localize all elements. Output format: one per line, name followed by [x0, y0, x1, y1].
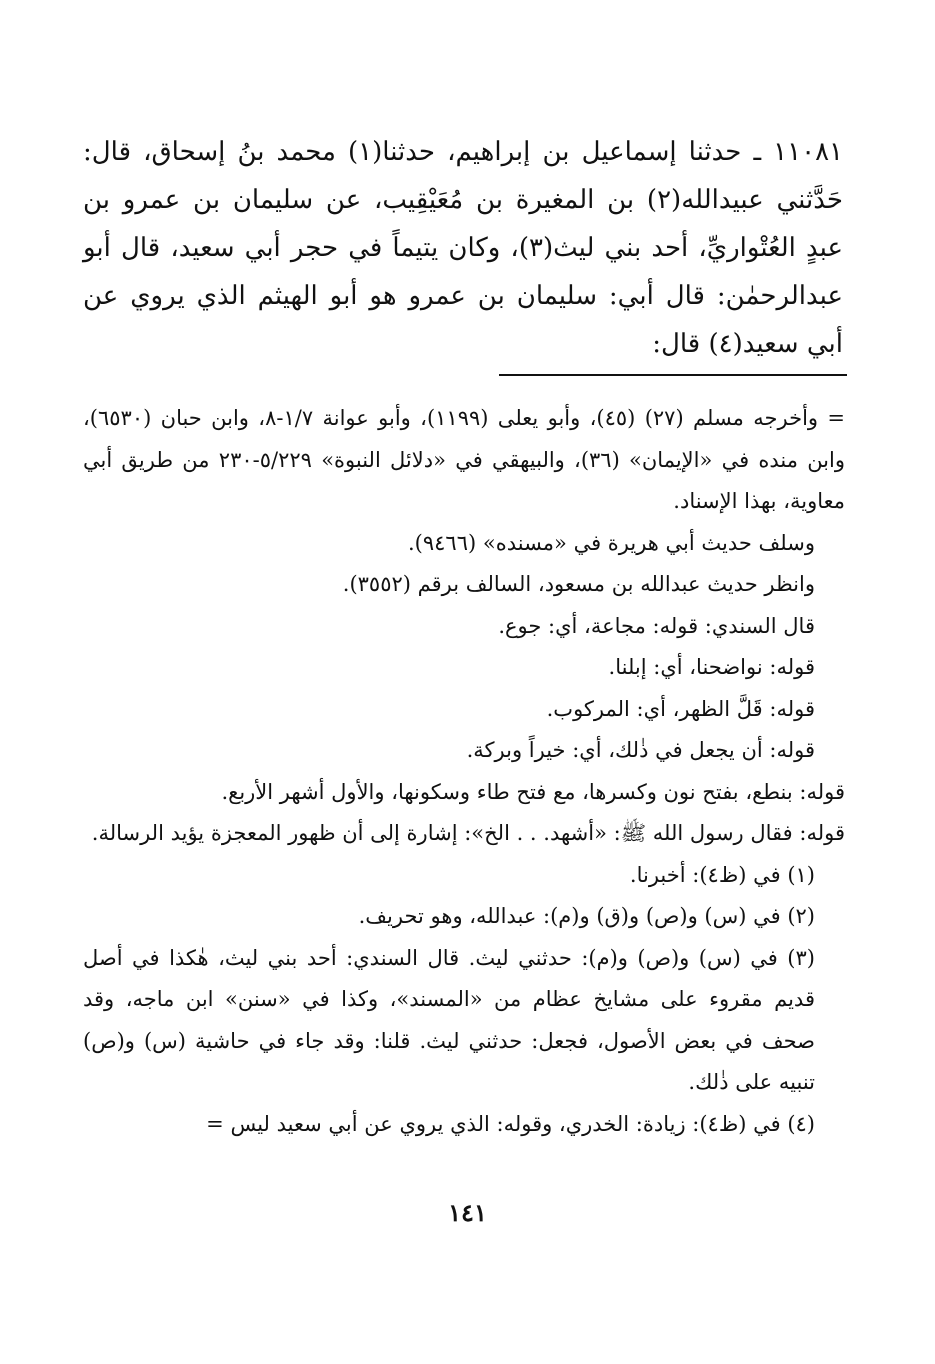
footnote-paragraph: قال السندي: قوله: مجاعة، أي: جوع. [498, 613, 815, 638]
footnote-1: (١) في (ظ٤): أخبرنا. [629, 862, 815, 887]
footnote-paragraph: قوله: قَلَّ الظهر، أي: المركوب. [546, 696, 815, 721]
footnote-continuation: = وأخرجه مسلم (٢٧) (٤٥)، وأبو يعلى (١١٩٩)، وأبو عوانة ١/٧-٨، وابن حبان (٦٥٣٠)، وابن منده في «الإيمان» (٣٦)، والبيهقي في «دلائل النبوة» ٥/٢٢٩-٢٣٠ من طريق أبي معاوية، بهذا الإسناد. [83, 406, 846, 513]
footnotes-section [83, 398, 845, 1145]
footnote-3: (٣) في (س) و(ص) و(م): حدثني ليث. قال السندي: أحد بني ليث، هٰكذا في أصل قديم مقروء على مشايخ عظام من «المسند»، وكذا في «سنن» ابن ماجه، وقد صحف في بعض الأصول، فجعل: حدثني ليث. قلنا: وقد جاء في حاشية (س) و(ص) تنبيه على ذٰلك. [83, 945, 815, 1094]
footnote-paragraph: وانظر حديث عبدالله بن مسعود، السالف برقم (٣٥٥٢). [342, 572, 815, 596]
main-text [83, 128, 843, 368]
footnote-paragraph: قوله: أن يجعل في ذٰلك، أي: خيراً وبركة. [466, 738, 815, 762]
footnote-separator [499, 374, 847, 376]
footnote-2: (٢) في (س) و(ص) و(ق) و(م): عبدالله، وهو تحريف. [358, 904, 815, 928]
footnote-4: (٤) في (ظ٤): زيادة: الخدري، وقوله: الذي يروي عن أبي سعيد ليس = [206, 1111, 815, 1136]
page-number: ١٤١ [448, 1198, 487, 1227]
footnote-paragraph: وسلف حديث أبي هريرة في «مسنده» (٩٤٦٦). [407, 530, 815, 555]
footnote-paragraph: قوله: فقال رسول الله ﷺ: «أشهد. . . الخ»: إشارة إلى أن ظهور المعجزة يؤيد الرسالة. [91, 821, 845, 845]
footnote-paragraph: قوله: نواضحنا، أي: إبلنا. [608, 655, 815, 679]
hadith-paragraph: ١١٠٨١ ـ حدثنا إسماعيل بن إبراهيم، حدثنا(١) محمد بنُ إسحاق، قال: حَدَّثني عبيدالله(٢) بن المغيرة بن مُعَيْقِيب، عن سليمان بن عمرو بن عبدٍ العُتْواريِّ، أحد بني ليث(٣)، وكان يتيماً في حجر أبي سعيد، قال أبو عبدالرحمٰن: قال أبي: سليمان بن عمرو هو أبو الهيثم الذي يروي عن أبي سعيد(٤) قال: [83, 137, 843, 359]
footnote-paragraph: قوله: بنطع، بفتح نون وكسرها، مع فتح طاء وسكونها، والأول أشهر الأربع. [221, 779, 845, 804]
